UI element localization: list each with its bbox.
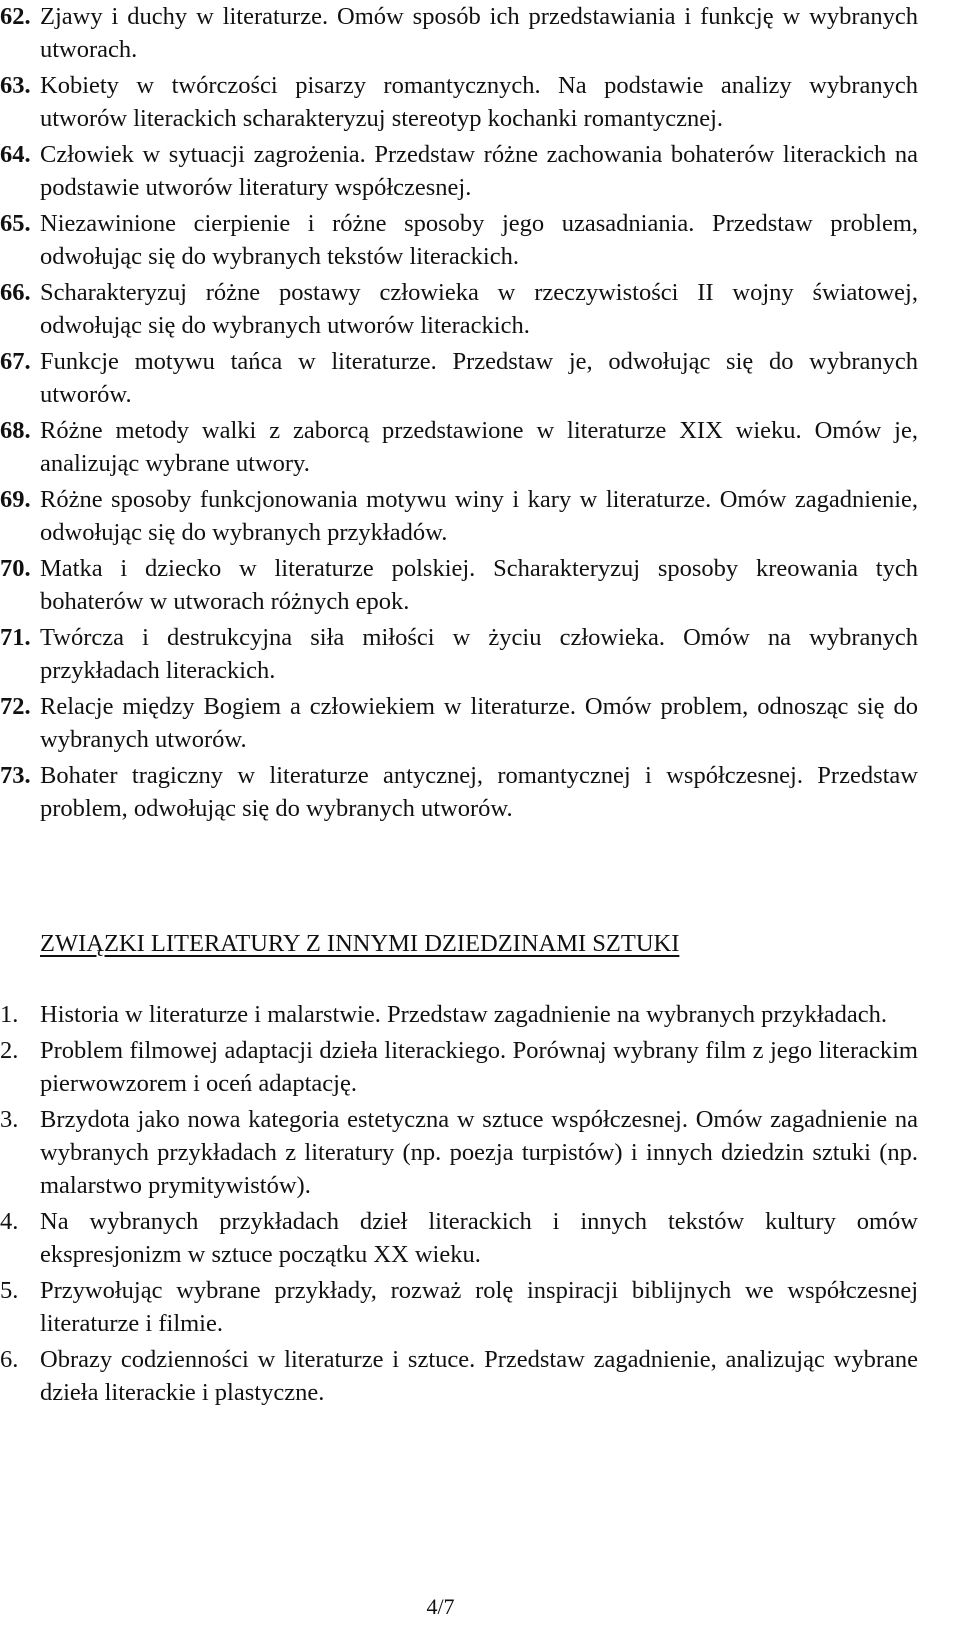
list-item	[0, 0, 918, 66]
list-item	[0, 759, 918, 825]
item-text: Bohater tragiczny w literaturze antycznej, romantycznej i współczesnej. Przedstaw problem, odwołując się do wybranych utworów.	[40, 762, 918, 822]
page-number: 4/7	[426, 1594, 455, 1619]
item-number: 6.	[0, 1346, 19, 1373]
list-item	[0, 483, 918, 549]
item-number: 3.	[0, 1106, 19, 1133]
list-item	[0, 276, 918, 342]
list-item	[0, 138, 918, 204]
list-item	[0, 414, 918, 480]
item-text: Matka i dziecko w literaturze polskiej. Scharakteryzuj sposoby kreowania tych bohaterów w utworach różnych epok.	[40, 555, 918, 615]
item-text: Brzydota jako nowa kategoria estetyczna w sztuce współczesnej. Omów zagadnienie na wybranych przykładach z literatury (np. poezja turpistów) i innych dziedzin sztuki (np. malarstwo prymitywistów).	[40, 1106, 918, 1199]
item-number: 62.	[0, 3, 31, 30]
list-item	[0, 69, 918, 135]
item-text: Twórcza i destrukcyjna siła miłości w życiu człowieka. Omów na wybranych przykładach literackich.	[40, 624, 918, 684]
list-item	[0, 690, 918, 756]
item-number: 69.	[0, 486, 31, 513]
item-number: 65.	[0, 210, 31, 237]
item-number: 64.	[0, 141, 31, 168]
item-number: 72.	[0, 693, 31, 720]
list-item	[0, 1343, 918, 1409]
list-item	[0, 1103, 918, 1202]
item-number: 1.	[0, 1001, 19, 1028]
list-item	[0, 621, 918, 687]
list-item	[0, 345, 918, 411]
list-item	[0, 1034, 918, 1100]
item-number: 67.	[0, 348, 31, 375]
item-number: 70.	[0, 555, 31, 582]
list-item	[0, 1205, 918, 1271]
item-text: Historia w literaturze i malarstwie. Przedstaw zagadnienie na wybranych przykładach.	[40, 1001, 887, 1028]
list-item	[0, 1274, 918, 1340]
item-number: 68.	[0, 417, 31, 444]
topic-list	[0, 0, 918, 828]
item-text: Kobiety w twórczości pisarzy romantycznych. Na podstawie analizy wybranych utworów literackich scharakteryzuj stereotyp kochanki romantycznej.	[40, 72, 918, 132]
item-number: 5.	[0, 1277, 19, 1304]
item-text: Funkcje motywu tańca w literaturze. Przedstaw je, odwołując się do wybranych utworów.	[40, 348, 918, 408]
item-text: Różne sposoby funkcjonowania motywu winy i kary w literaturze. Omów zagadnienie, odwołując się do wybranych przykładów.	[40, 486, 918, 546]
item-number: 4.	[0, 1208, 19, 1235]
item-text: Scharakteryzuj różne postawy człowieka w rzeczywistości II wojny światowej, odwołując się do wybranych utworów literackich.	[40, 279, 918, 339]
item-text: Zjawy i duchy w literaturze. Omów sposób ich przedstawiania i funkcję w wybranych utworach.	[40, 3, 918, 63]
item-text: Na wybranych przykładach dzieł literackich i innych tekstów kultury omów ekspresjonizm w sztuce początku XX wieku.	[40, 1208, 918, 1268]
item-text: Różne metody walki z zaborcą przedstawione w literaturze XIX wieku. Omów je, analizując wybrane utwory.	[40, 417, 918, 477]
list-item	[0, 552, 918, 618]
item-number: 66.	[0, 279, 31, 306]
item-number: 63.	[0, 72, 31, 99]
section-heading: ZWIĄZKI LITERATURY Z INNYMI DZIEDZINAMI SZTUKI	[40, 930, 680, 957]
item-text: Niezawinione cierpienie i różne sposoby jego uzasadniania. Przedstaw problem, odwołując się do wybranych tekstów literackich.	[40, 210, 918, 270]
item-text: Problem filmowej adaptacji dzieła literackiego. Porównaj wybrany film z jego literackim pierwowzorem i oceń adaptację.	[40, 1037, 918, 1097]
list-item	[0, 998, 918, 1031]
item-text: Obrazy codzienności w literaturze i sztuce. Przedstaw zagadnienie, analizując wybrane dzieła literackie i plastyczne.	[40, 1346, 918, 1406]
item-text: Człowiek w sytuacji zagrożenia. Przedstaw różne zachowania bohaterów literackich na podstawie utworów literatury współczesnej.	[40, 141, 918, 201]
item-number: 2.	[0, 1037, 19, 1064]
item-number: 73.	[0, 762, 31, 789]
section-list	[0, 998, 918, 1412]
list-item	[0, 207, 918, 273]
item-number: 71.	[0, 624, 31, 651]
item-text: Przywołując wybrane przykłady, rozważ rolę inspiracji biblijnych we współczesnej literaturze i filmie.	[40, 1277, 918, 1337]
item-text: Relacje między Bogiem a człowiekiem w literaturze. Omów problem, odnosząc się do wybranych utworów.	[40, 693, 918, 753]
